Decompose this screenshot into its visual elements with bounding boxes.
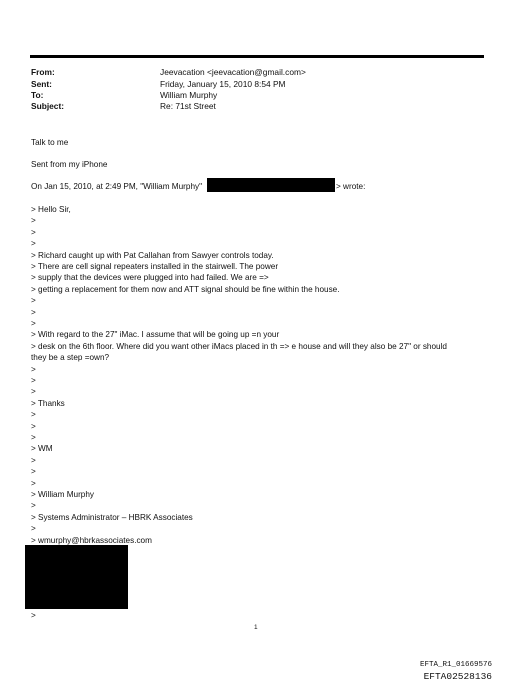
subject-label: Subject:: [31, 101, 65, 111]
quote-intro-suffix: > wrote:: [336, 182, 366, 191]
quoted-line: >: [31, 387, 36, 397]
quoted-line: >: [31, 319, 36, 328]
from-value: Jeevacation <jeevacation@gmail.com>: [160, 67, 306, 77]
quoted-line: > supply that the devices were plugged into had failed. We are =>: [31, 273, 269, 283]
sent-label: Sent:: [31, 79, 52, 89]
quoted-line: > desk on the 6th floor. Where did you want other iMacs placed in th => e house and will they also be 27" or should: [31, 341, 447, 351]
quoted-line: >: [31, 227, 36, 237]
quoted-line: > Systems Administrator – HBRK Associates: [31, 512, 193, 522]
redaction-box: [25, 545, 128, 609]
quote-intro: On Jan 15, 2010, at 2:49 PM, "William Murphy": [31, 182, 203, 191]
signature-line: Sent from my iPhone: [31, 160, 108, 169]
quoted-line: > With regard to the 27" iMac. I assume that will be going up =n your: [31, 330, 280, 340]
subject-value: Re: 71st Street: [160, 101, 216, 111]
quoted-line: > WM: [31, 444, 53, 454]
quoted-line: >: [31, 239, 36, 249]
quoted-line: >: [31, 501, 36, 511]
from-label: From:: [31, 67, 55, 77]
quoted-line: > Thanks: [31, 398, 65, 408]
quoted-line: >: [31, 467, 36, 477]
footer-reference: EFTA_R1_01669576: [419, 661, 492, 669]
footer-reference: EFTA02528136: [423, 671, 492, 682]
quoted-line: > Hello Sir,: [31, 205, 71, 214]
quoted-line: >: [31, 376, 36, 385]
header-rule: [30, 55, 484, 58]
quoted-line: >: [31, 296, 36, 306]
quoted-line: > getting a replacement for them now and ATT signal should be fine within the house.: [31, 284, 340, 294]
quoted-line: >: [31, 364, 36, 374]
quoted-line: they be a step =own?: [31, 353, 110, 363]
quoted-line: >: [31, 410, 36, 420]
quoted-line: > William Murphy: [31, 490, 95, 499]
quoted-line: >: [31, 433, 36, 442]
quoted-line: >: [31, 307, 36, 317]
sent-value: Friday, January 15, 2010 8:54 PM: [160, 79, 286, 89]
quoted-line: > There are cell signal repeaters installed in the stairwell. The power: [31, 262, 279, 271]
quoted-line: >: [31, 455, 36, 465]
to-value: William Murphy: [160, 90, 218, 100]
quoted-line: >: [31, 421, 36, 431]
quoted-line: >: [31, 611, 36, 620]
redaction-box: [207, 178, 335, 192]
to-label: To:: [31, 90, 44, 100]
quoted-line: >: [31, 216, 36, 226]
quoted-line: > Richard caught up with Pat Callahan from Sawyer controls today.: [31, 250, 274, 260]
quoted-line: > wmurphy@hbrkassociates.com: [31, 535, 152, 545]
quoted-line: >: [31, 478, 36, 488]
opening-line: Talk to me: [31, 138, 69, 147]
quoted-line: >: [31, 524, 36, 534]
page-number: 1: [254, 624, 258, 631]
